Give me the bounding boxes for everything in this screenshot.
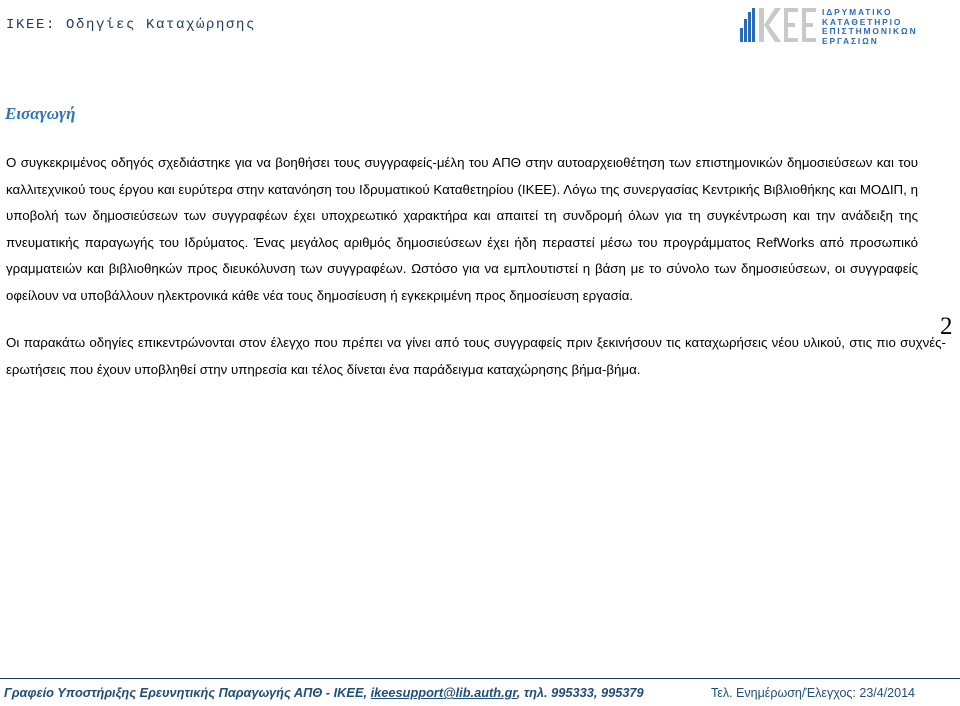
footer-contact xyxy=(4,685,644,700)
logo-text-line: ΕΠΙΣΤΗΜΟΝΙΚΩΝ xyxy=(822,26,918,36)
logo-text xyxy=(822,8,918,46)
footer-divider xyxy=(0,678,960,679)
ikee-logo-mark xyxy=(739,6,821,46)
logo-text-line: ΙΔΡΥΜΑΤΙΚΟ xyxy=(822,7,893,17)
guidelines-paragraph: Οι παρακάτω οδηγίες επικεντρώνονται στον έλεγχο που πρέπει να γίνει από τους συγγραφείς πριν ξεκινήσουν τις καταχωρήσεις νέου υλικού, στις πιο συχνές-ερωτήσεις που έχουν υποβληθεί στην υπηρεσία και τέλος δίνεται ένα παράδειγμα καταχώρησης βήμα-βήμα. xyxy=(6,335,946,377)
document-header-title: ΙΚΕΕ: Οδηγίες Καταχώρησης xyxy=(6,17,257,33)
footer-last-update: Τελ. Ενημέρωση/Έλεγχος: 23/4/2014 xyxy=(711,686,915,700)
footer-office: Γραφείο Υποστήριξης Ερευνητικής Παραγωγής ΑΠΘ - ΙΚΕΕ, xyxy=(4,685,371,700)
footer-email-link[interactable]: ikeesupport@lib.auth.gr xyxy=(370,685,517,700)
section-heading: Εισαγωγή xyxy=(5,104,76,123)
logo-text-line: ΕΡΓΑΣΙΩΝ xyxy=(822,35,879,46)
logo-text-line: ΚΑΤΑΘΕΤΗΡΙΟ xyxy=(822,16,903,27)
page-number: 2 xyxy=(940,313,953,340)
ikee-logo xyxy=(739,6,954,46)
footer-phone: , τηλ. 995333, 995379 xyxy=(516,685,644,700)
intro-paragraph: Ο συγκεκριμένος οδηγός σχεδιάστηκε για να βοηθήσει τους συγγραφείς-μέλη του ΑΠΘ στην αυτοαρχειοθέτηση των επιστημονικών δημοσιεύσεων και του καλλιτεχνικού τους έργου και ευρύτερα στην κατανόηση του Ιδρυματικού Καταθετηρίου (ΙΚΕΕ). Λόγω της συνεργασίας Κεντρικής Βιβλιοθήκης και ΜΟΔΙΠ, η υποβολή των δημοσιεύσεων των συγγραφέων έχει υποχρεωτικό χαρακτήρα και απαιτεί τη συνδρομή όλων για τη συγκέντρωση και την ανάδειξη της πνευματικής παραγωγής του Ιδρύματος. Ένας μεγάλος αριθμός δημοσιεύσεων έχει ήδη περαστεί μέσω του προγράμματος RefWorks από προσωπικό γραμματειών και βιβλιοθηκών προς διευκόλυνση των συγγραφέων. Ωστόσο για να εμπλουτιστεί η βάση με το σύνολο των δημοσιεύσεων, οι συγγραφείς οφείλουν να υποβάλλουν ηλεκτρονικά κάθε νέα τους δημοσίευση ή εγκεκριμένη προς δημοσίευση εργασία. xyxy=(6,155,918,303)
